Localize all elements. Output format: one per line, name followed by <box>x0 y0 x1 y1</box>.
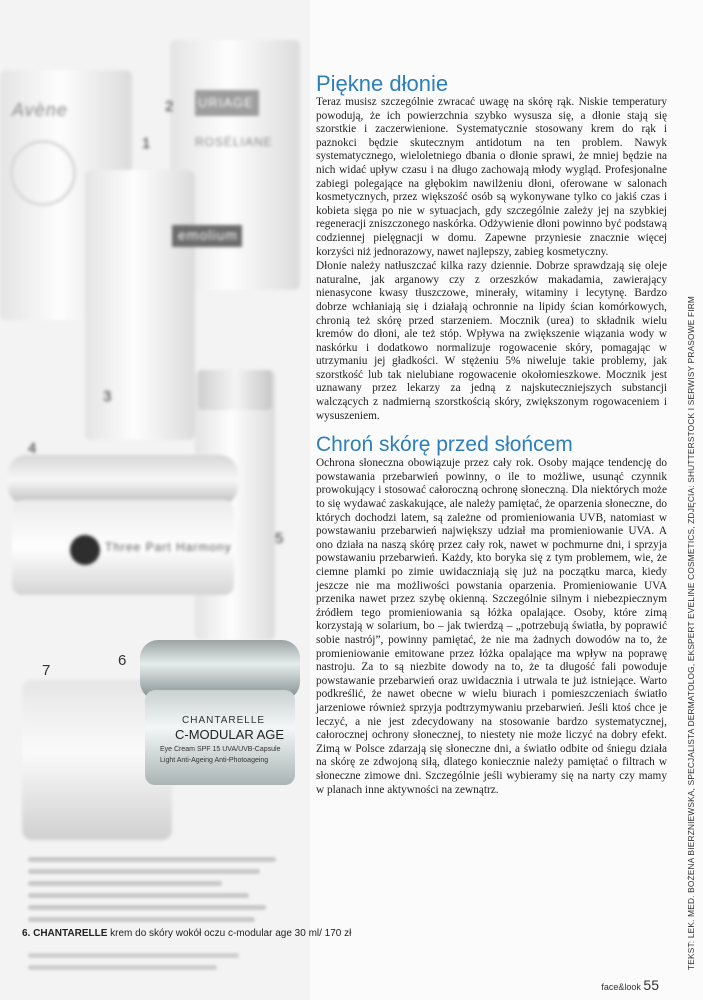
emolium-brand: emolium <box>178 227 238 243</box>
product-caption <box>22 928 352 939</box>
uriage-brand: URIAGE <box>198 95 254 110</box>
paragraph: Ochrona słoneczna obowiązuje przez cały rok. Osoby mające tendencję do powstawania przebarwień powinny, o ile to możliwe, usunąć czynnik prowokujący i stosować całoroczną ochronę słoneczną. Dla niektórych może to się wydawać zaskakujące, ale należy pamiętać, że oparzenia słoneczne, do których dochodzi latem, są zależne od promieniowania UVB, natomiast w powstawaniu przebarwień największy udział ma promieniowanie UVA. A ono działa na naszą skórę przez cały rok, nawet w pochmurne dni, i sprzyja powstawaniu przebarwień. Każdy, kto boryka się z tym problemem, wie, że ciemne plamki po zimie uwidaczniają się już na początku marca, kiedy jeszcze nie ma możliwości powstania oparzenia. Promieniowanie UVA przenika nawet przez szybę okienną. Szczególnie silnym i niebezpiecznym źródłem tego promieniowania są łóżka opalające. Osoby, które zimą korzystają w solarium, bo – jak twierdzą – „potrzebują światła, by poprawić sobie nastrój”, powinny pamiętać, że nie ma żadnych dowodów na to, że promieniowanie emitowane przez łóżka opalające ma wpływ na poprawę nastroju. Za to są niezbite dowody na to, że ta długość fali powoduje powstawanie przebarwień oraz uwidacznia i utrwala te już istniejące. Warto podkreślić, że nawet obecne w wielu biurach i pomieszczeniach światło jarzeniowe również sprzyja podtrzymywaniu przebarwień. Jeśli ktoś chce je leczyć, a nie jest zdecydowany na stosowanie bardzo systematycznej, całorocznej ochrony słonecznej, to niestety nie może liczyć na dobry efekt. Zimą w Polsce zdarzają się słoneczne dni, a światło odbite od śniegu działa na skórę ze zdwojoną siłą, dlatego koniecznie należy pamiętać o filtrach w słoneczne zimowe dni. Szczególnie jeśli wybieramy się na narty czy mamy w planach inne aktywności na zewnątrz. <box>316 457 667 796</box>
product-number-5: 5 <box>275 530 284 547</box>
emolium-tube <box>85 170 195 440</box>
section-heading-hands: Piękne dłonie <box>316 71 449 96</box>
magazine-name: face&look <box>601 982 641 992</box>
chantarelle-brand: CHANTARELLE <box>182 715 266 726</box>
product-number-6: 6 <box>118 652 127 669</box>
article <box>316 72 667 797</box>
product-number-2: 2 <box>165 98 174 115</box>
caption-prefix: 6. CHANTARELLE <box>22 928 108 939</box>
anti-ageing-label: Light Anti-Ageing Anti-Photoageing <box>160 757 269 764</box>
caption-text: krem do skóry wokół oczu c-modular age 30 ml/ 170 zł <box>107 928 352 939</box>
paragraph: Teraz musisz szczególnie zwracać uwagę na skórę rąk. Niskie temperatury powodują, że ich powierzchnia szybko wysusza się, a dłonie stają się szorstkie i zaczerwienione. Systematycznie stosowany krem do rąk i paznokci będzie skutecznym antidotum na ten problem. Nawyk systematycznego, wieloletniego dbania o dłonie sprawi, że mniej będzie na nich widać upływ czasu i na długo zachowają młody wygląd. Profesjonalne zabiegi polegające na głębokim nawilżeniu dłoni, oferowane w salonach kosmetycznych, przez większość osób są wykonywane tylko co jakiś czas i kobieta sięga po nie w sytuacjach, gdy szczególnie zależy jej na szybkiej regeneracji zniszczonego naskórka. Odżywienie dłoni powinno być podstawą codziennej pielęgnacji w domu. Zapewne przyniesie znacznie więcej korzyści niż jednorazowy, nawet najlepszy, zabieg kosmetyczny. <box>316 96 667 258</box>
section-body-sun <box>316 457 667 797</box>
page-number: 55 <box>643 977 659 993</box>
section-heading-sun: Chroń skórę przed słońcem <box>316 433 573 457</box>
page-footer <box>601 977 659 993</box>
avene-brand: Avène <box>12 100 68 120</box>
photo-text-credit: TEKST: LEK. MED. BOŻENA BIERZNIEWSKA, SPECJALISTA DERMATOLOG, EKSPERT EVELINE COSMETICS, ZDJĘCIA: SHUTTERSTOCK I SERWISY PRASOWE FIRM <box>686 295 696 970</box>
product-number-1: 1 <box>142 135 151 152</box>
blurred-price-list-bottom <box>28 946 298 977</box>
product-photo <box>0 0 310 1000</box>
product-number-4: 4 <box>28 440 37 457</box>
origins-brand: Three Part Harmony <box>105 540 232 554</box>
roseliane-brand: ROSÉLIANE <box>195 135 273 149</box>
modular-brand: C-MODULAR AGE <box>175 727 285 742</box>
section-body-hands <box>316 96 667 423</box>
paragraph: Dłonie należy natłuszczać kilka razy dziennie. Dobrze sprawdzają się oleje naturalne, jak arganowy czy z orzeszków makadamia, zawierający nienasycone kwasy tłuszczowe, minerały, witaminy i lecytynę. Bardzo dobrze wchłaniają się i działają ochronnie na lipidy ścian komórkowych, chronią też skórę przed starzeniem. Mocznik (urea) to składnik wielu kremów do dłoni, ale też stóp. Wpływa na zwiększenie wiązania wody w naskórku i dodatkowo normalizuje rogowacenie skóry, pomagając w utrzymaniu jej gładkości. W stężeniu 5% niweluje takie problemy, jak szorstkość lub tak nielubiane rogowacenie okołomieszkowe. Mocznik jest uznawany przez lekarzy za jedną z najskuteczniejszych substancji walczących z nadmierną szorstkością skóry, zwiększonym rogowaceniem i wysuszeniem. <box>316 260 667 422</box>
blurred-price-list <box>28 850 298 929</box>
product-number-7: 7 <box>42 662 51 679</box>
eye-cream-label: Eye Cream SPF 15 UVA/UVB-Capsule <box>160 746 281 753</box>
product-number-3: 3 <box>103 388 112 405</box>
